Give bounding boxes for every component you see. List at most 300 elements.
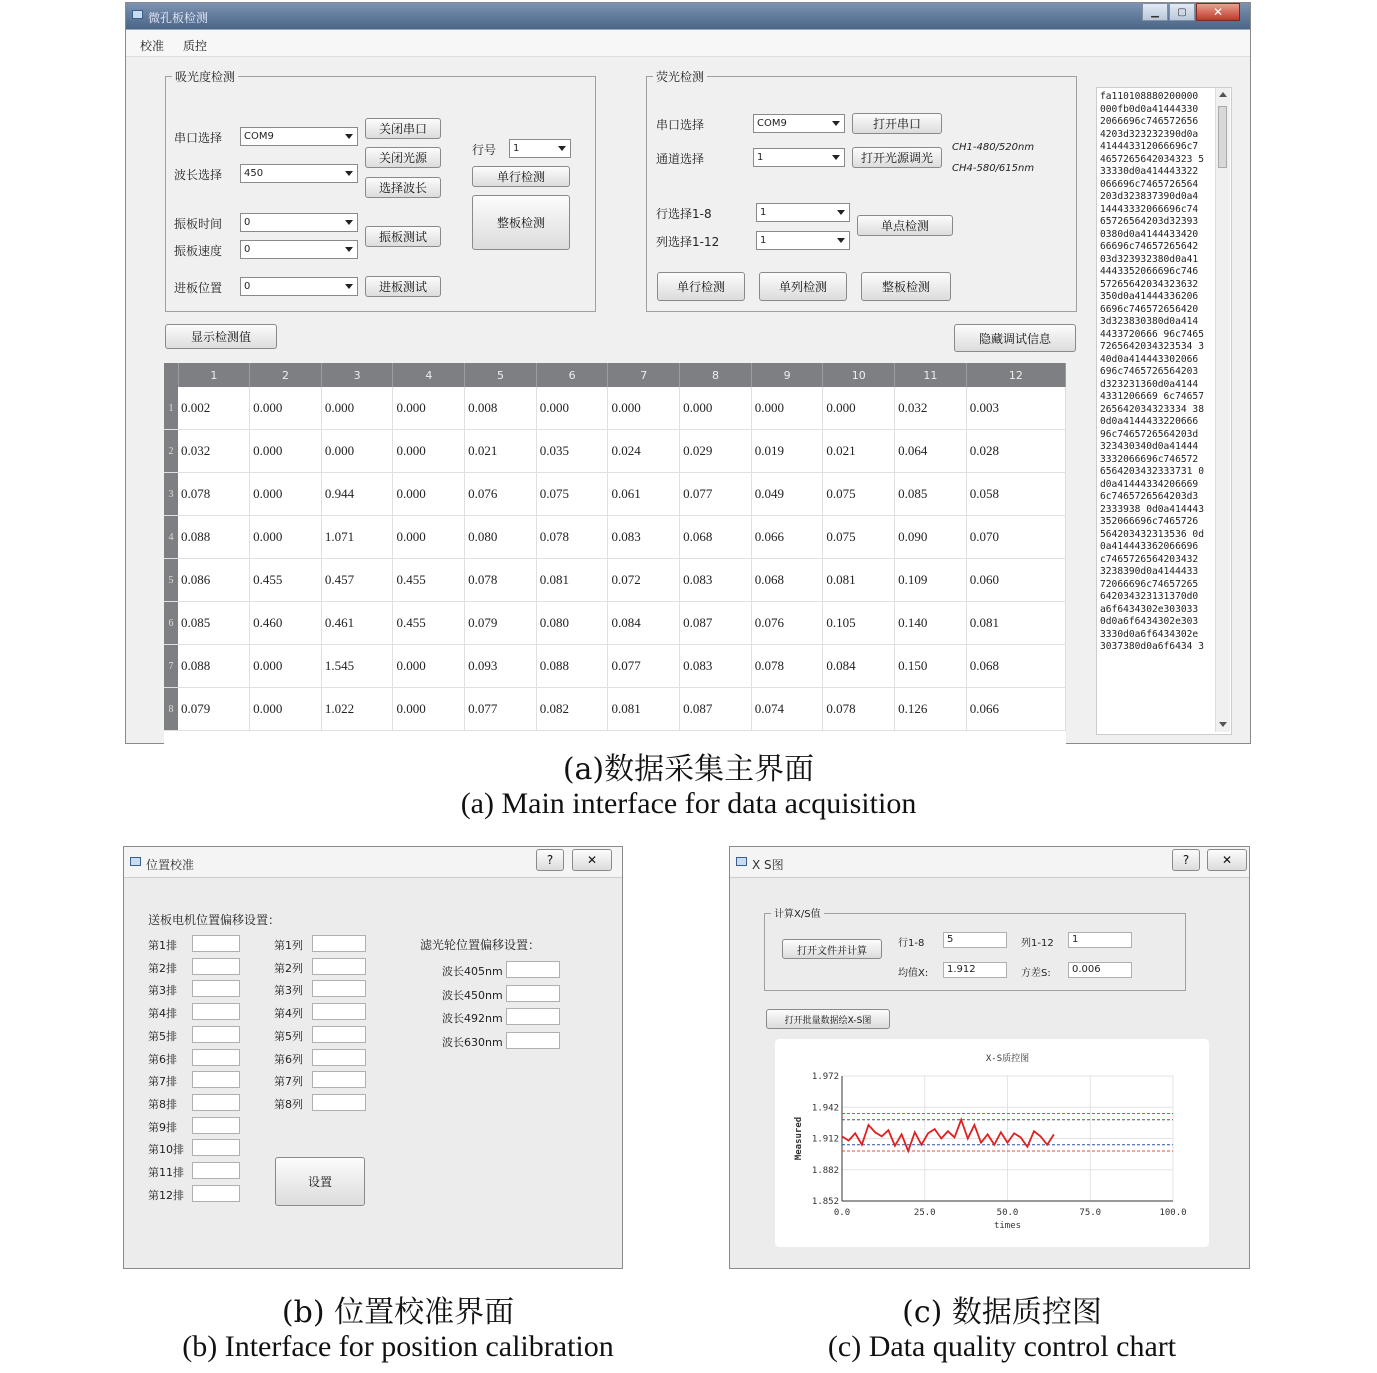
table-cell[interactable]: 1.545 — [321, 645, 393, 688]
plate-row-label: 第8排 — [148, 1097, 177, 1111]
plate-row-offset-field[interactable] — [192, 1071, 240, 1088]
plate-row-label: 第12排 — [148, 1188, 184, 1202]
log-line: 0a414443362066696 — [1100, 541, 1199, 552]
plate-col-offset-field[interactable] — [312, 1003, 366, 1020]
fluorescence-group-title: 荧光检测 — [653, 68, 707, 85]
row-number-select[interactable]: 1 — [509, 139, 571, 158]
plate-row-offset-field[interactable] — [192, 1094, 240, 1111]
chart-panel — [775, 1039, 1209, 1247]
table-cell[interactable]: 0.000 — [393, 516, 465, 559]
table-cell[interactable]: 0.075 — [823, 473, 895, 516]
table-row — [164, 559, 1066, 602]
log-line: c7465726564203432 — [1100, 553, 1199, 565]
caption-c-en: (c) Data quality control chart — [827, 1330, 1177, 1363]
caption-a-cn: (a)数据采集主界面 — [562, 752, 815, 787]
wavelength-offset-label: 波长450nm — [442, 988, 503, 1002]
table-cell[interactable]: 0.080 — [465, 516, 537, 559]
plate-row-offset-field[interactable] — [192, 1049, 240, 1066]
feed-test-button[interactable]: 进板测试 — [365, 276, 441, 297]
table-cell[interactable]: 0.000 — [393, 430, 465, 473]
column-header[interactable]: 7 — [608, 363, 680, 387]
table-cell[interactable]: 0.000 — [250, 645, 322, 688]
table-cell[interactable]: 0.000 — [250, 430, 322, 473]
col-select[interactable]: 1 — [756, 231, 850, 250]
fl-single-row-button[interactable]: 单行检测 — [657, 272, 745, 301]
log-line: 6696c746572656420 — [1100, 303, 1199, 315]
wavelength-offset-field[interactable] — [506, 1008, 560, 1025]
hide-debug-button[interactable]: 隐藏调试信息 — [954, 324, 1076, 352]
log-line: 4657265642034323 5 — [1100, 153, 1204, 165]
table-cell[interactable]: 0.455 — [393, 559, 465, 602]
x-axis-label: times — [993, 1221, 1022, 1231]
calibration-window — [123, 846, 623, 1269]
table-cell[interactable]: 0.049 — [751, 473, 823, 516]
calib-title-bar — [124, 847, 622, 878]
calib-close-button[interactable]: ✕ — [572, 849, 612, 871]
table-cell[interactable]: 0.455 — [393, 602, 465, 645]
xs-row-field[interactable]: 5 — [943, 932, 1007, 948]
app-icon — [132, 10, 143, 19]
table-cell[interactable]: 0.008 — [465, 387, 537, 430]
log-line: 323430340d0a41444 — [1100, 441, 1199, 452]
log-line: 6c7465726564203d3 — [1100, 491, 1199, 502]
table-cell[interactable]: 0.078 — [178, 473, 250, 516]
log-line: 3330d0a6f6434302e — [1100, 628, 1199, 640]
select-wavelength-button[interactable]: 选择波长 — [365, 177, 441, 198]
menu-bar — [126, 30, 1250, 57]
log-line: 642034323131370d0 — [1100, 591, 1199, 602]
column-header[interactable]: 4 — [393, 363, 465, 387]
plate-row-offset-field[interactable] — [192, 958, 240, 975]
table-cell[interactable]: 0.000 — [393, 473, 465, 516]
table-cell[interactable]: 0.000 — [823, 387, 895, 430]
column-header[interactable]: 6 — [536, 363, 608, 387]
table-cell[interactable]: 0.064 — [895, 430, 967, 473]
chart-title: X-S质控图 — [985, 1054, 1030, 1064]
log-line: fa110108880200000 — [1100, 91, 1199, 102]
table-cell[interactable]: 0.150 — [895, 645, 967, 688]
feed-pos-label: 进板位置 — [174, 281, 223, 295]
xs-col-label: 列1-12 — [1021, 938, 1054, 949]
caption-a-en: (a) Main interface for data acquisition — [460, 787, 917, 820]
feed-pos-select[interactable]: 0 — [240, 277, 358, 296]
log-line: 4203d323232390d0a — [1100, 128, 1199, 140]
table-cell[interactable]: 0.070 — [966, 516, 1065, 559]
table-cell[interactable]: 0.078 — [823, 688, 895, 731]
log-line: 3d323830380d0a414 — [1100, 316, 1199, 327]
log-line: 0d0a6f6434302e303 — [1100, 616, 1199, 627]
y-tick-label: 1.972 — [811, 1072, 839, 1082]
set-button[interactable]: 设置 — [275, 1157, 365, 1206]
plate-row-offset-field[interactable] — [192, 1185, 240, 1202]
table-cell[interactable]: 0.078 — [751, 645, 823, 688]
feed-offset-header: 送板电机位置偏移设置： — [148, 913, 281, 927]
absorbance-group-title: 吸光度检测 — [172, 68, 238, 85]
plate-col-offset-field[interactable] — [312, 935, 366, 952]
abs-serial-select[interactable]: COM9 — [240, 127, 358, 146]
table-row — [164, 473, 1066, 516]
table-cell[interactable]: 0.075 — [823, 516, 895, 559]
table-row — [164, 516, 1066, 559]
plate-row-offset-field[interactable] — [192, 1003, 240, 1020]
xs-row-label: 行1-8 — [898, 938, 925, 949]
row-header[interactable]: 1 — [164, 387, 178, 430]
table-cell[interactable]: 0.105 — [823, 602, 895, 645]
table-cell[interactable]: 0.086 — [178, 559, 250, 602]
table-cell[interactable]: 0.079 — [178, 688, 250, 731]
table-cell[interactable]: 0.035 — [536, 430, 608, 473]
plate-col-offset-field[interactable] — [312, 1026, 366, 1043]
log-line: 2066696c746572656 — [1100, 116, 1199, 127]
y-tick-label: 1.882 — [811, 1165, 839, 1176]
wavelength-offset-label: 波长630nm — [442, 1035, 503, 1049]
table-row — [164, 688, 1066, 731]
wavelength-offset-field[interactable] — [506, 985, 560, 1002]
table-cell[interactable]: 0.457 — [321, 559, 393, 602]
fl-single-col-button[interactable]: 单列检测 — [759, 272, 847, 301]
row-select-label: 行选择1-8 — [656, 207, 712, 221]
menu-qc[interactable]: 质控 — [183, 39, 208, 53]
minimize-button[interactable]: ▁ — [1142, 3, 1168, 21]
window-title: 微孔板检测 — [148, 11, 209, 25]
column-header[interactable]: 2 — [250, 363, 322, 387]
column-header[interactable]: 12 — [966, 363, 1065, 387]
table-cell[interactable]: 0.087 — [680, 602, 752, 645]
table-cell[interactable]: 0.084 — [608, 602, 680, 645]
row-header[interactable]: 8 — [164, 688, 178, 731]
table-cell[interactable]: 0.066 — [966, 688, 1065, 731]
table-cell[interactable]: 0.079 — [465, 602, 537, 645]
column-header[interactable]: 11 — [895, 363, 967, 387]
table-cell[interactable]: 0.061 — [608, 473, 680, 516]
log-line: 66696c74657265642 — [1100, 241, 1199, 252]
table-cell[interactable]: 1.071 — [321, 516, 393, 559]
table-cell[interactable]: 0.081 — [966, 602, 1065, 645]
table-cell[interactable]: 0.000 — [321, 430, 393, 473]
table-cell[interactable]: 0.000 — [393, 688, 465, 731]
abs-serial-label: 串口选择 — [174, 131, 223, 145]
maximize-button[interactable]: ▢ — [1169, 3, 1195, 21]
log-line: 7265642034323534 3 — [1100, 341, 1204, 352]
column-header[interactable]: 3 — [321, 363, 393, 387]
plate-row-label: 第5排 — [148, 1029, 177, 1043]
table-cell[interactable]: 0.083 — [680, 645, 752, 688]
table-cell[interactable]: 0.461 — [321, 602, 393, 645]
table-cell[interactable]: 0.000 — [250, 473, 322, 516]
table-cell[interactable]: 0.029 — [680, 430, 752, 473]
y-tick-label: 1.912 — [811, 1134, 839, 1145]
table-cell[interactable]: 0.000 — [250, 688, 322, 731]
log-line: 6564203432333731 0 — [1100, 466, 1204, 477]
fl-channel-label: 通道选择 — [656, 152, 705, 166]
log-line: 57265642034323632 — [1100, 278, 1199, 290]
close-button[interactable]: ✕ — [1196, 3, 1240, 21]
row-header[interactable]: 4 — [164, 516, 178, 559]
x-tick-label: 50.0 — [996, 1208, 1019, 1218]
plate-row-label: 第2排 — [148, 961, 177, 975]
plate-col-offset-field[interactable] — [312, 1094, 366, 1111]
log-line: 000fb0d0a41444330 — [1100, 103, 1199, 115]
table-cell[interactable]: 0.085 — [178, 602, 250, 645]
ch1-note: CH1-480/520nm — [952, 142, 1035, 153]
table-cell[interactable]: 0.081 — [608, 688, 680, 731]
menu-calibrate[interactable]: 校准 — [140, 39, 165, 53]
shake-test-button[interactable]: 振板测试 — [365, 226, 441, 247]
plate-row-offset-field[interactable] — [192, 935, 240, 952]
plate-col-offset-field[interactable] — [312, 980, 366, 997]
table-cell[interactable]: 0.074 — [751, 688, 823, 731]
log-line: a6f6434302e303033 — [1100, 603, 1199, 615]
scroll-thumb[interactable] — [1218, 106, 1227, 168]
close-serial-button[interactable]: 关闭串口 — [365, 118, 441, 139]
table-cell[interactable]: 0.068 — [966, 645, 1065, 688]
column-header[interactable]: 8 — [680, 363, 752, 387]
caption-b-cn: (b) 位置校准界面 — [281, 1295, 515, 1330]
open-batch-button[interactable]: 打开批量数据绘X-S图 — [766, 1009, 890, 1029]
show-values-button[interactable]: 显示检测值 — [165, 324, 277, 349]
table-cell[interactable]: 0.019 — [751, 430, 823, 473]
table-cell[interactable]: 0.081 — [823, 559, 895, 602]
table-cell[interactable]: 0.000 — [321, 387, 393, 430]
table-cell[interactable]: 0.060 — [966, 559, 1065, 602]
log-line: 350d0a41444336206 — [1100, 291, 1199, 302]
calib-help-button[interactable]: ? — [536, 849, 564, 871]
y-tick-label: 1.852 — [811, 1197, 839, 1207]
data-table — [164, 363, 1066, 731]
title-bar — [126, 3, 1250, 30]
log-line: d0a41444334206669 — [1100, 478, 1199, 490]
open-calc-button[interactable]: 打开文件并计算 — [782, 939, 882, 959]
table-cell[interactable]: 0.083 — [680, 559, 752, 602]
table-cell[interactable]: 0.090 — [895, 516, 967, 559]
xs-chart — [775, 1039, 1209, 1247]
light-adjust-button[interactable]: 打开光源调光 — [852, 147, 942, 168]
table-cell[interactable]: 0.066 — [751, 516, 823, 559]
caption-b-en: (b) Interface for position calibration — [182, 1330, 614, 1363]
plate-row-label: 第11排 — [148, 1166, 184, 1179]
table-cell[interactable]: 0.087 — [680, 688, 752, 731]
log-line: 0d0a4144433220666 — [1100, 416, 1199, 427]
plate-row-offset-field[interactable] — [192, 1026, 240, 1043]
table-row — [164, 602, 1066, 645]
shake-time-select[interactable]: 0 — [240, 213, 358, 232]
abs-whole-plate-button[interactable]: 整板检测 — [472, 195, 570, 250]
log-line: 96c7465726564203d — [1100, 428, 1199, 440]
wavelength-offset-field[interactable] — [506, 1032, 560, 1049]
table-cell[interactable]: 0.032 — [895, 387, 967, 430]
table-cell[interactable]: 0.028 — [966, 430, 1065, 473]
table-row — [164, 645, 1066, 688]
plate-col-label: 第2列 — [274, 961, 303, 975]
table-cell[interactable]: 0.002 — [178, 387, 250, 430]
fl-serial-label: 串口选择 — [656, 118, 705, 132]
abs-single-row-button[interactable]: 单行检测 — [472, 166, 570, 187]
plate-row-offset-field[interactable] — [192, 1117, 240, 1134]
log-line: 3238390d0a4144433 — [1100, 566, 1199, 577]
xs-help-button[interactable]: ? — [1172, 849, 1200, 871]
table-cell[interactable]: 0.068 — [751, 559, 823, 602]
log-line: 03d323932380d0a41 — [1100, 253, 1199, 265]
table-cell[interactable]: 0.088 — [178, 645, 250, 688]
shake-time-label: 振板时间 — [174, 217, 223, 231]
table-cell[interactable]: 0.000 — [608, 387, 680, 430]
log-line: 40d0a414443302066 — [1100, 353, 1199, 365]
xs-col-field[interactable]: 1 — [1068, 932, 1132, 948]
xs-window — [729, 846, 1250, 1269]
table-cell[interactable]: 1.022 — [321, 688, 393, 731]
log-line: 352066696c7465726 — [1100, 516, 1199, 527]
table-cell[interactable]: 0.455 — [250, 559, 322, 602]
fl-channel-select[interactable]: 1 — [753, 148, 845, 167]
row-header[interactable]: 6 — [164, 602, 178, 645]
debug-log — [1100, 91, 1214, 731]
log-line: 65726564203d32393 — [1100, 216, 1199, 227]
row-header[interactable]: 5 — [164, 559, 178, 602]
table-row — [164, 387, 1066, 430]
table-cell[interactable]: 0.076 — [751, 602, 823, 645]
row-select[interactable]: 1 — [756, 203, 850, 222]
table-cell[interactable]: 0.000 — [393, 387, 465, 430]
table-cell[interactable]: 0.000 — [250, 387, 322, 430]
table-cell[interactable]: 0.000 — [393, 645, 465, 688]
log-line: 564203432313536 0d — [1100, 528, 1204, 540]
x-tick-label: 75.0 — [1079, 1208, 1102, 1218]
table-cell[interactable]: 0.460 — [250, 602, 322, 645]
log-line: 696c7465726564203 — [1100, 366, 1199, 377]
table-cell[interactable]: 0.000 — [250, 516, 322, 559]
table-cell[interactable]: 0.078 — [536, 516, 608, 559]
plate-row-offset-field[interactable] — [192, 1162, 240, 1179]
row-header[interactable]: 2 — [164, 430, 178, 473]
table-cell[interactable]: 0.077 — [608, 645, 680, 688]
table-cell[interactable]: 0.072 — [608, 559, 680, 602]
table-cell[interactable]: 0.093 — [465, 645, 537, 688]
table-cell[interactable]: 0.021 — [465, 430, 537, 473]
var-field[interactable]: 0.006 — [1068, 962, 1132, 978]
corner-header — [164, 363, 178, 387]
table-cell[interactable]: 0.032 — [178, 430, 250, 473]
table-cell[interactable]: 0.000 — [536, 387, 608, 430]
table-cell[interactable]: 0.088 — [178, 516, 250, 559]
debug-log-panel — [1096, 87, 1232, 735]
column-header[interactable]: 1 — [178, 363, 250, 387]
col-select-label: 列选择1-12 — [656, 235, 720, 249]
var-label: 方差S: — [1021, 968, 1051, 979]
xs-calc-group-title: 计算X/S值 — [771, 905, 824, 920]
table-cell[interactable]: 0.077 — [465, 688, 537, 731]
plate-col-offset-field[interactable] — [312, 1071, 366, 1088]
scroll-up-icon[interactable] — [1219, 92, 1227, 97]
calib-app-icon — [130, 857, 141, 866]
x-tick-label: 0.0 — [833, 1208, 851, 1218]
plate-col-label: 第7列 — [274, 1075, 303, 1089]
table-cell[interactable]: 0.078 — [465, 559, 537, 602]
log-line: 265642034323334 38 — [1100, 403, 1204, 415]
close-light-button[interactable]: 关闭光源 — [365, 147, 441, 168]
ch4-note: CH4-580/615nm — [952, 163, 1035, 174]
fl-whole-plate-button[interactable]: 整板检测 — [861, 272, 951, 301]
log-line: 414443312066696c7 — [1100, 141, 1199, 152]
log-line: d323231360d0a4144 — [1100, 378, 1199, 390]
plate-row-offset-field[interactable] — [192, 980, 240, 997]
open-serial-button[interactable]: 打开串口 — [852, 113, 942, 134]
table-cell[interactable]: 0.140 — [895, 602, 967, 645]
table-cell[interactable]: 0.944 — [321, 473, 393, 516]
plate-col-label: 第4列 — [274, 1007, 303, 1021]
log-line: 2333938 0d0a414443 — [1100, 503, 1204, 515]
table-cell[interactable]: 0.083 — [608, 516, 680, 559]
fl-serial-select[interactable]: COM9 — [753, 114, 845, 133]
plate-col-label: 第1列 — [274, 939, 303, 952]
main-window — [125, 2, 1251, 744]
wavelength-offset-label: 波长492nm — [442, 1012, 503, 1025]
table-cell[interactable]: 0.084 — [823, 645, 895, 688]
log-line: 4433720666 96c7465 — [1100, 328, 1204, 340]
log-line: 4331206669 6c74657 — [1100, 391, 1204, 402]
plate-row-offset-field[interactable] — [192, 1139, 240, 1156]
table-cell[interactable]: 0.075 — [536, 473, 608, 516]
plate-row-label: 第7排 — [148, 1075, 177, 1089]
single-point-button[interactable]: 单点检测 — [857, 215, 953, 236]
table-cell[interactable]: 0.109 — [895, 559, 967, 602]
table-cell[interactable]: 0.000 — [751, 387, 823, 430]
xs-app-icon — [736, 857, 747, 866]
shake-speed-select[interactable]: 0 — [240, 240, 358, 259]
x-tick-label: 100.0 — [1159, 1208, 1187, 1218]
table-cell[interactable]: 0.068 — [680, 516, 752, 559]
plate-col-label: 第3列 — [274, 984, 303, 998]
caption-c-cn: (c) 数据质控图 — [902, 1295, 1102, 1330]
log-line: 3332066696c746572 — [1100, 453, 1199, 465]
plate-row-label: 第4排 — [148, 1007, 177, 1021]
table-cell[interactable]: 0.081 — [536, 559, 608, 602]
log-line: 72066696c74657265 — [1100, 578, 1199, 590]
table-cell[interactable]: 0.082 — [536, 688, 608, 731]
log-line: 33330d0a414443322 — [1100, 166, 1199, 177]
mean-field[interactable]: 1.912 — [943, 962, 1007, 978]
y-axis-label: Measured — [794, 1116, 804, 1161]
table-cell[interactable]: 0.021 — [823, 430, 895, 473]
table-cell[interactable]: 0.076 — [465, 473, 537, 516]
table-cell[interactable]: 0.077 — [680, 473, 752, 516]
table-cell[interactable]: 0.088 — [536, 645, 608, 688]
log-scrollbar[interactable] — [1215, 88, 1230, 732]
filter-offset-header: 滤光轮位置偏移设置： — [420, 938, 541, 952]
xs-close-button[interactable]: ✕ — [1207, 849, 1247, 871]
abs-wavelength-select[interactable]: 450 — [240, 164, 358, 183]
log-line: 3037380d0a6f6434 3 — [1100, 641, 1204, 652]
column-header[interactable]: 9 — [751, 363, 823, 387]
row-header[interactable]: 3 — [164, 473, 178, 516]
table-cell[interactable]: 0.126 — [895, 688, 967, 731]
log-line: 0380d0a4144433420 — [1100, 228, 1199, 240]
column-header[interactable]: 10 — [823, 363, 895, 387]
plate-col-offset-field[interactable] — [312, 958, 366, 975]
wavelength-offset-field[interactable] — [506, 961, 560, 978]
row-header[interactable]: 7 — [164, 645, 178, 688]
table-cell[interactable]: 0.000 — [680, 387, 752, 430]
table-cell[interactable]: 0.085 — [895, 473, 967, 516]
column-header[interactable]: 5 — [465, 363, 537, 387]
plate-row-label: 第9排 — [148, 1120, 177, 1134]
plate-col-offset-field[interactable] — [312, 1049, 366, 1066]
table-cell[interactable]: 0.003 — [966, 387, 1065, 430]
table-cell[interactable]: 0.080 — [536, 602, 608, 645]
table-cell[interactable]: 0.024 — [608, 430, 680, 473]
log-line: 14443332066696c74 — [1100, 203, 1199, 215]
scroll-down-icon[interactable] — [1219, 722, 1227, 727]
table-cell[interactable]: 0.058 — [966, 473, 1065, 516]
